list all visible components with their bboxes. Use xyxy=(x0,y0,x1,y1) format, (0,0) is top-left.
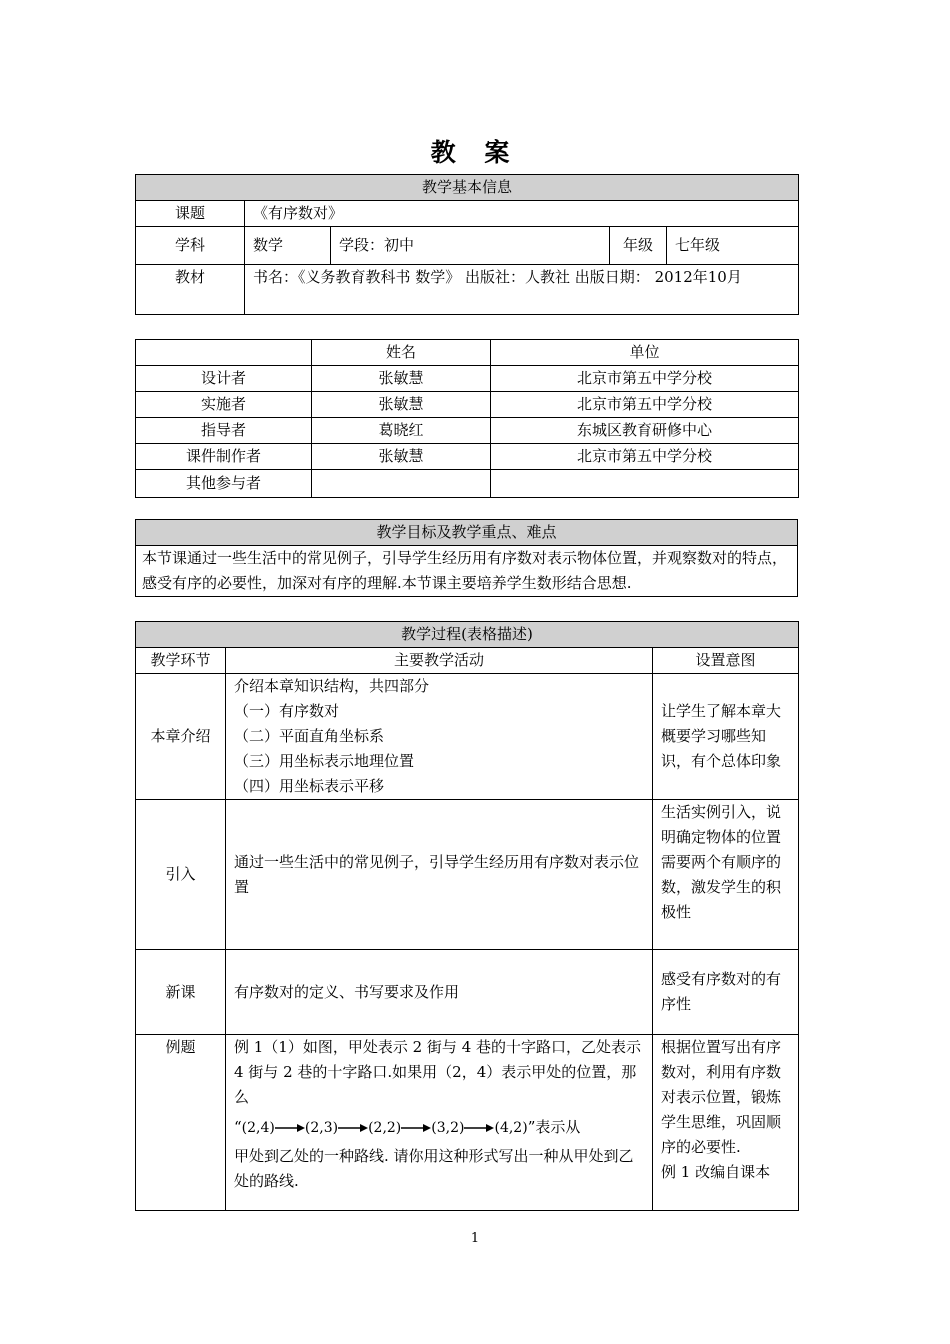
route-point: (2,3) xyxy=(304,1120,339,1136)
process-row-example xyxy=(136,1035,799,1211)
person-name: 葛晓红 xyxy=(312,418,491,444)
arrow-right-icon xyxy=(401,1123,431,1133)
goals-text: 本节课通过一些生活中的常见例子，引导学生经历用有序数对表示物体位置，并观察数对的特点，感受有序的必要性，加深对有序的理解.本节课主要培养学生数形结合思想. xyxy=(136,546,798,597)
person-name: 张敏慧 xyxy=(312,392,491,418)
arrow-right-icon xyxy=(275,1123,305,1133)
activity-cell: 通过一些生活中的常见例子，引导学生经历用有序数对表示位置 xyxy=(226,800,653,950)
topic-value: 《有序数对》 xyxy=(245,201,799,227)
arrow-right-icon xyxy=(338,1123,368,1133)
intent-cell xyxy=(653,1035,799,1211)
role: 指导者 xyxy=(136,418,312,444)
person-unit: 北京市第五中学分校 xyxy=(491,366,799,392)
grade-value: 七年级 xyxy=(667,227,799,265)
route-line xyxy=(234,1110,644,1144)
role: 设计者 xyxy=(136,366,312,392)
subject-label: 学科 xyxy=(136,227,245,265)
process-table xyxy=(135,621,799,1211)
intent-note: 例 1 改编自课本 xyxy=(661,1163,771,1181)
process-row-chapter-intro xyxy=(136,674,799,800)
route-close-quote: ” xyxy=(527,1118,536,1136)
column-activity: 主要教学活动 xyxy=(226,648,653,674)
page-title: 教 案 xyxy=(430,138,520,167)
basic-info-header: 教学基本信息 xyxy=(136,175,799,201)
example-text: 甲处到乙处的一种路线. 请你用这种形式写出一种从甲处到乙处的路线. xyxy=(234,1147,634,1190)
stage-cell: 本章介绍 xyxy=(136,674,226,800)
activity-cell xyxy=(226,1035,653,1211)
people-header-unit: 单位 xyxy=(491,340,799,366)
process-row-introduction xyxy=(136,800,799,950)
person-name xyxy=(312,470,491,498)
column-intent: 设置意图 xyxy=(653,648,799,674)
intent-text: 根据位置写出有序数对，利用有序数对表示位置，锻炼学生思维，巩固顺序的必要性. xyxy=(661,1038,782,1156)
textbook-label: 教材 xyxy=(136,265,245,315)
subject-value: 数学 xyxy=(245,227,331,265)
intent-cell: 生活实例引入，说明确定物体的位置需要两个有顺序的数，激发学生的积极性 xyxy=(653,800,799,950)
arrow-right-icon xyxy=(464,1123,494,1133)
activity-line: （二）平面直角坐标系 xyxy=(234,727,385,745)
route-suffix: 表示从 xyxy=(535,1118,581,1136)
grade-label: 年级 xyxy=(610,227,667,265)
route-point: (2,2) xyxy=(368,1120,402,1136)
people-header-name: 姓名 xyxy=(312,340,491,366)
intent-cell: 让学生了解本章大概要学习哪些知识，有个总体印象 xyxy=(653,674,799,800)
topic-label: 课题 xyxy=(136,201,245,227)
stage-value: 学段：初中 xyxy=(331,227,610,265)
role: 课件制作者 xyxy=(136,444,312,470)
activity-line: （一）有序数对 xyxy=(234,702,340,720)
activity-cell: 有序数对的定义、书写要求及作用 xyxy=(226,950,653,1035)
people-row xyxy=(136,444,799,470)
goals-header: 教学目标及教学重点、难点 xyxy=(136,520,798,546)
route-point: (3,2) xyxy=(431,1120,465,1136)
route-open-quote: “ xyxy=(234,1118,242,1136)
activity-line: 介绍本章知识结构，共四部分 xyxy=(234,677,430,695)
activity-cell xyxy=(226,674,653,800)
page-number: 1 xyxy=(470,1231,480,1246)
person-name: 张敏慧 xyxy=(312,444,491,470)
people-row xyxy=(136,366,799,392)
role: 其他参与者 xyxy=(136,470,312,498)
example-text: 例 1（1）如图，甲处表示 2 街与 4 巷的十字路口，乙处表示 4 街与 2 巷的十字路口.如果用（2，4）表示甲处的位置，那么 xyxy=(234,1038,642,1106)
people-row xyxy=(136,470,799,498)
route-point: (4,2) xyxy=(494,1120,528,1136)
stage-cell: 例题 xyxy=(136,1035,226,1211)
people-row xyxy=(136,418,799,444)
stage-cell: 引入 xyxy=(136,800,226,950)
goals-table xyxy=(135,519,798,597)
role: 实施者 xyxy=(136,392,312,418)
column-stage: 教学环节 xyxy=(136,648,226,674)
activity-line: （三）用坐标表示地理位置 xyxy=(234,752,415,770)
person-unit: 东城区教育研修中心 xyxy=(491,418,799,444)
process-row-new-lesson xyxy=(136,950,799,1035)
basic-info-table xyxy=(135,174,799,315)
stage-cell: 新课 xyxy=(136,950,226,1035)
person-unit xyxy=(491,470,799,498)
activity-line: （四）用坐标表示平移 xyxy=(234,777,385,795)
person-unit: 北京市第五中学分校 xyxy=(491,392,799,418)
route-point: (2,4) xyxy=(241,1120,275,1136)
person-unit: 北京市第五中学分校 xyxy=(491,444,799,470)
textbook-value: 书名：《义务教育教科书 数学》 出版社：人教社 出版日期： 2012年10月 xyxy=(245,265,799,315)
process-header: 教学过程(表格描述) xyxy=(136,622,799,648)
people-header-empty xyxy=(136,340,312,366)
people-table xyxy=(135,339,799,498)
intent-cell: 感受有序数对的有序性 xyxy=(653,950,799,1035)
people-row xyxy=(136,392,799,418)
person-name: 张敏慧 xyxy=(312,366,491,392)
